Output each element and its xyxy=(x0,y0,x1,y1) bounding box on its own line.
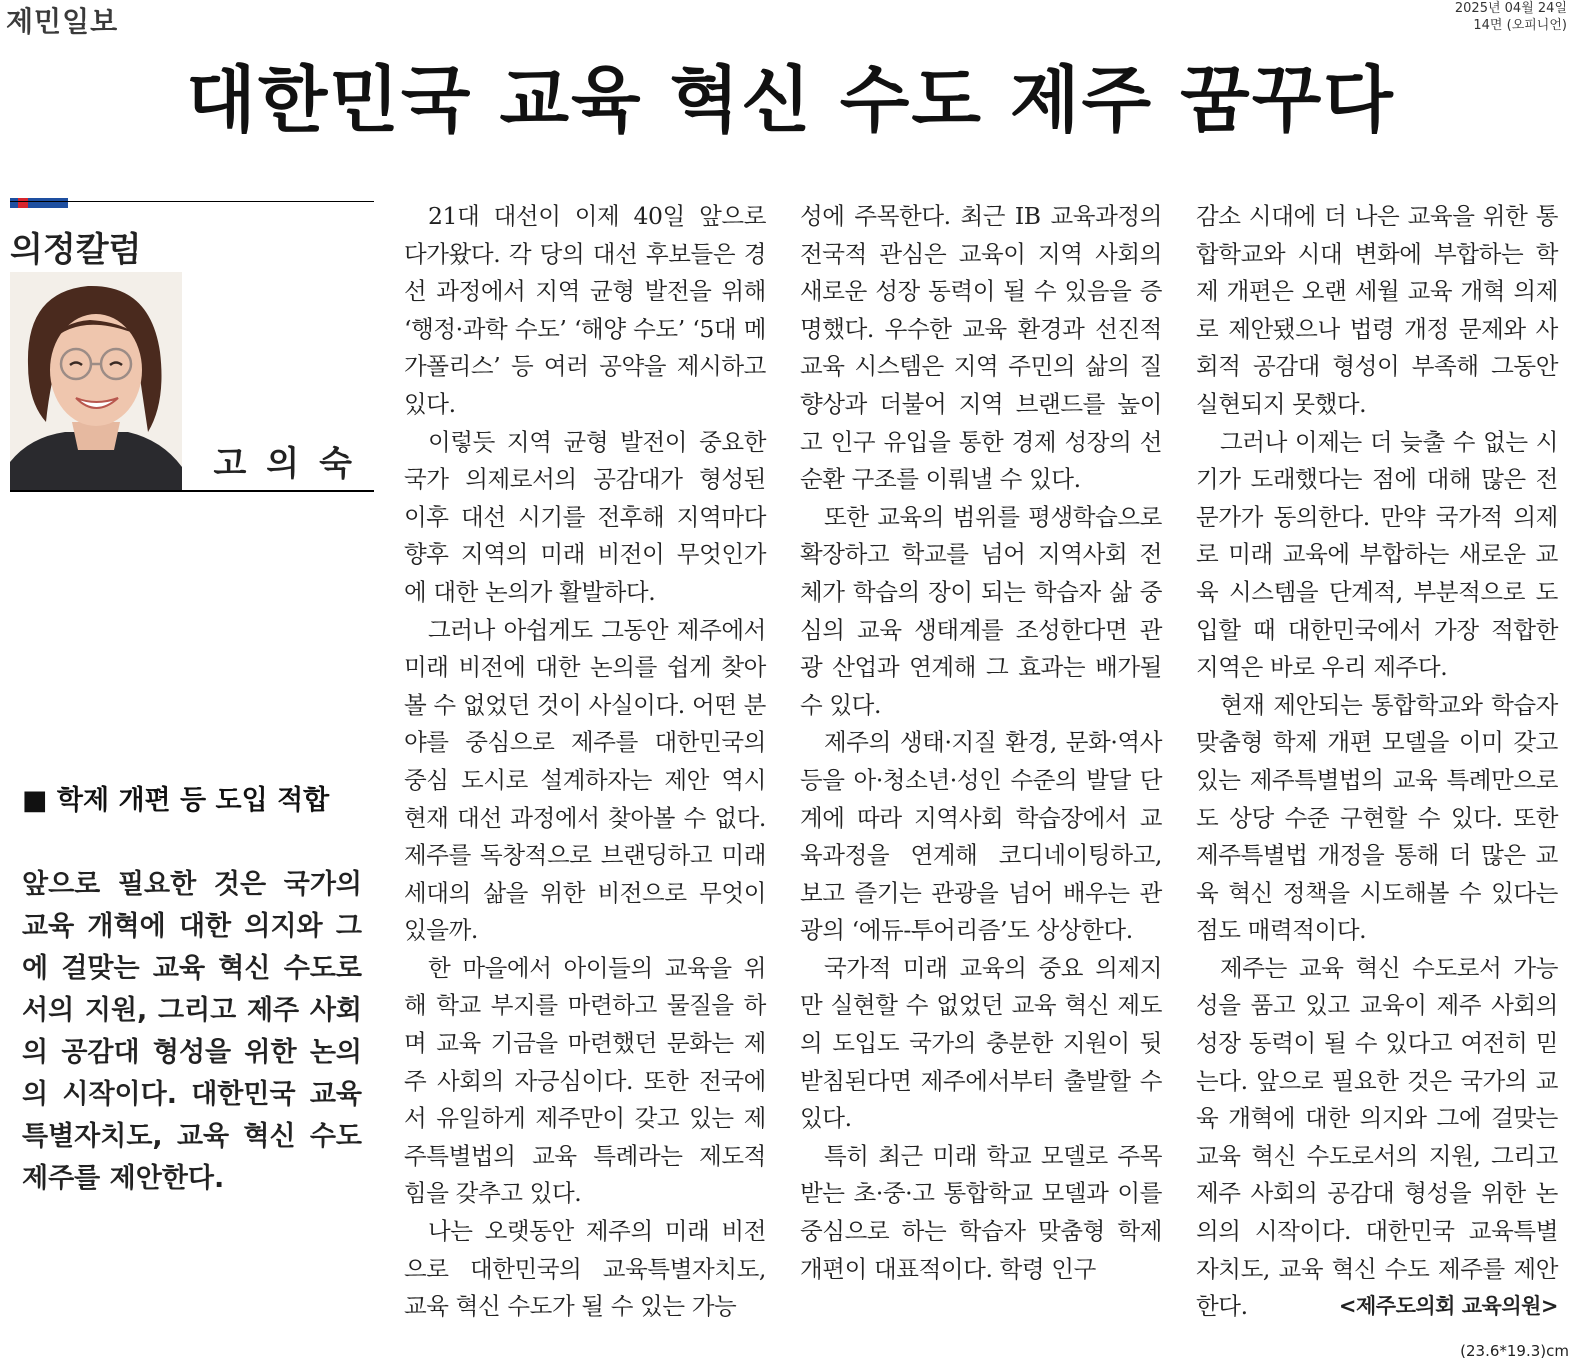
article-size-note: (23.6*19.3)cm xyxy=(1460,1342,1569,1360)
column-label: 의정칼럼 xyxy=(10,230,142,270)
paragraph: 그러나 아쉽게도 그동안 제주에서 미래 비전에 대한 논의를 쉽게 찾아볼 수 없었던 것이 사실이다. 어떤 분야를 중심으로 제주를 대한민국의 중심 도시로 설계하자는 제안 역시 현재 대선 과정에서 찾아볼 수 없다. 제주를 독창적으로 브랜딩하고 미래 세대의 삶을 위한 비전으로 무엇이 있을까. xyxy=(404,615,766,945)
body-column-2 xyxy=(800,198,1162,1288)
column-marker-blue-long xyxy=(28,198,68,208)
paragraph: 21대 대선이 이제 40일 앞으로 다가왔다. 각 당의 대선 후보들은 경선 과정에서 지역 균형 발전을 위해 ‘행정·과학 수도’ ‘해양 수도’ ‘5대 메가폴리스’ 등 여러 공약을 제시하고 있다. xyxy=(404,202,766,418)
newspaper-masthead: 제민일보 xyxy=(6,5,119,38)
paragraph: 또한 교육의 범위를 평생학습으로 확장하고 학교를 넘어 지역사회 전체가 학습의 장이 되는 학습자 삶 중심의 교육 생태계를 조성한다면 관광 산업과 연계해 그 효과는 배가될 수 있다. xyxy=(800,502,1162,719)
author-photo xyxy=(10,272,182,490)
paragraph: 성에 주목한다. 최근 IB 교육과정의 전국적 관심은 교육이 지역 사회의 새로운 성장 동력이 될 수 있음을 증명했다. 우수한 교육 환경과 선진적 교육 시스템은 지역 주민의 삶의 질 향상과 더불어 지역 브랜드를 높이고 인구 유입을 통한 경제 성장의 선순환 구조를 이뤄낼 수 있다. xyxy=(800,202,1162,494)
paragraph: 현재 제안되는 통합학교와 학습자 맞춤형 학제 개편 모델을 이미 갖고 있는 제주특별법의 교육 특례만으로도 상당 수준 구현할 수 있다. 또한 제주특별법 개정을 통해 더 많은 교육 혁신 정책을 시도해볼 수 있다는 점도 매력적이다. xyxy=(1196,690,1558,945)
date-block xyxy=(1455,0,1567,34)
article-headline: 대한민국 교육 혁신 수도 제주 꿈꾸다 xyxy=(186,58,1395,142)
paragraph: 나는 오랫동안 제주의 미래 비전으로 대한민국의 교육특별자치도, 교육 혁신 수도가 될 수 있는 가능 xyxy=(404,1217,766,1321)
body-column-1 xyxy=(404,198,766,1326)
paragraph-text: 제주는 교육 혁신 수도로서 가능성을 품고 있고 교육이 제주 사회의 성장 동력이 될 수 있다고 여전히 믿는다. 앞으로 필요한 것은 국가의 교육 개혁에 대한 의지와 그에 걸맞는 교육 혁신 수도로서의 지원, 그리고 제주 사회의 공감대 형성을 위한 논의의 시작이다. 대한민국 교육특별자치도, 교육 혁신 수도 제주를 제안한다. xyxy=(1196,953,1558,1321)
author-portrait-icon xyxy=(10,272,182,490)
paragraph xyxy=(1196,950,1558,1326)
author-bottom-rule xyxy=(10,490,374,492)
paragraph: 감소 시대에 더 나은 교육을 위한 통합학교와 시대 변화에 부합하는 학제 개편은 오랜 세월 교육 개혁 의제로 제안됐으나 법령 개정 문제와 사회적 공감대 형성이 부족해 그동안 실현되지 못했다. xyxy=(1196,202,1558,418)
column-marker-red xyxy=(18,198,28,208)
paragraph: 제주의 생태·지질 환경, 문화·역사 등을 아·청소년·성인 수준의 발달 단계에 따라 지역사회 학습장에서 교육과정을 연계해 코디네이팅하고, 보고 즐기는 관광을 넘어 배우는 관광의 ‘에듀-투어리즘’도 상상한다. xyxy=(800,728,1162,945)
author-name: 고의숙 xyxy=(213,444,372,484)
paragraph: 이렇듯 지역 균형 발전이 중요한 국가 의제로서의 공감대가 형성된 이후 대선 시기를 전후해 지역마다 향후 지역의 미래 비전이 무엇인가에 대한 논의가 활발하다. xyxy=(404,427,766,606)
column-top-rule xyxy=(10,201,374,202)
paragraph: 국가적 미래 교육의 중요 의제지만 실현할 수 없었던 교육 혁신 제도의 도입도 국가의 충분한 지원이 뒷받침된다면 제주에서부터 출발할 수 있다. xyxy=(800,953,1162,1133)
sub-heading: ■ 학제 개편 등 도입 적합 xyxy=(22,785,330,816)
paragraph: 특히 최근 미래 학교 모델로 주목받는 초·중·고 통합학교 모델과 이를 중심으로 하는 학습자 맞춤형 학제 개편이 대표적이다. 학령 인구 xyxy=(800,1141,1162,1283)
pull-quote: 앞으로 필요한 것은 국가의 교육 개혁에 대한 의지와 그에 걸맞는 교육 혁신 수도로서의 지원, 그리고 제주 사회의 공감대 형성을 위한 논의의 시작이다. 대한민국 교육특별자치도, 교육 혁신 수도 제주를 제안한다. xyxy=(22,869,362,1194)
paragraph: 그러나 이제는 더 늦출 수 없는 시기가 도래했다는 점에 대해 많은 전문가가 동의한다. 만약 국가적 의제로 미래 교육에 부합하는 새로운 교육 시스템을 단계적, 부분적으로 도입할 때 대한민국에서 가장 적합한 지역은 바로 우리 제주다. xyxy=(1196,427,1558,682)
author-affiliation: <제주도의회 교육의원> xyxy=(1338,1294,1558,1319)
page-section: 14면 (오피니언) xyxy=(1473,18,1567,33)
column-marker-blue xyxy=(10,198,18,208)
publication-date: 2025년 04월 24일 xyxy=(1454,1,1567,16)
body-column-3 xyxy=(1196,198,1558,1326)
paragraph: 한 마을에서 아이들의 교육을 위해 학교 부지를 마련하고 물질을 하며 교육 기금을 마련했던 문화는 제주 사회의 자긍심이다. 또한 전국에서 유일하게 제주만이 갖고 있는 제주특별법의 교육 특례라는 제도적 힘을 갖추고 있다. xyxy=(404,953,766,1208)
